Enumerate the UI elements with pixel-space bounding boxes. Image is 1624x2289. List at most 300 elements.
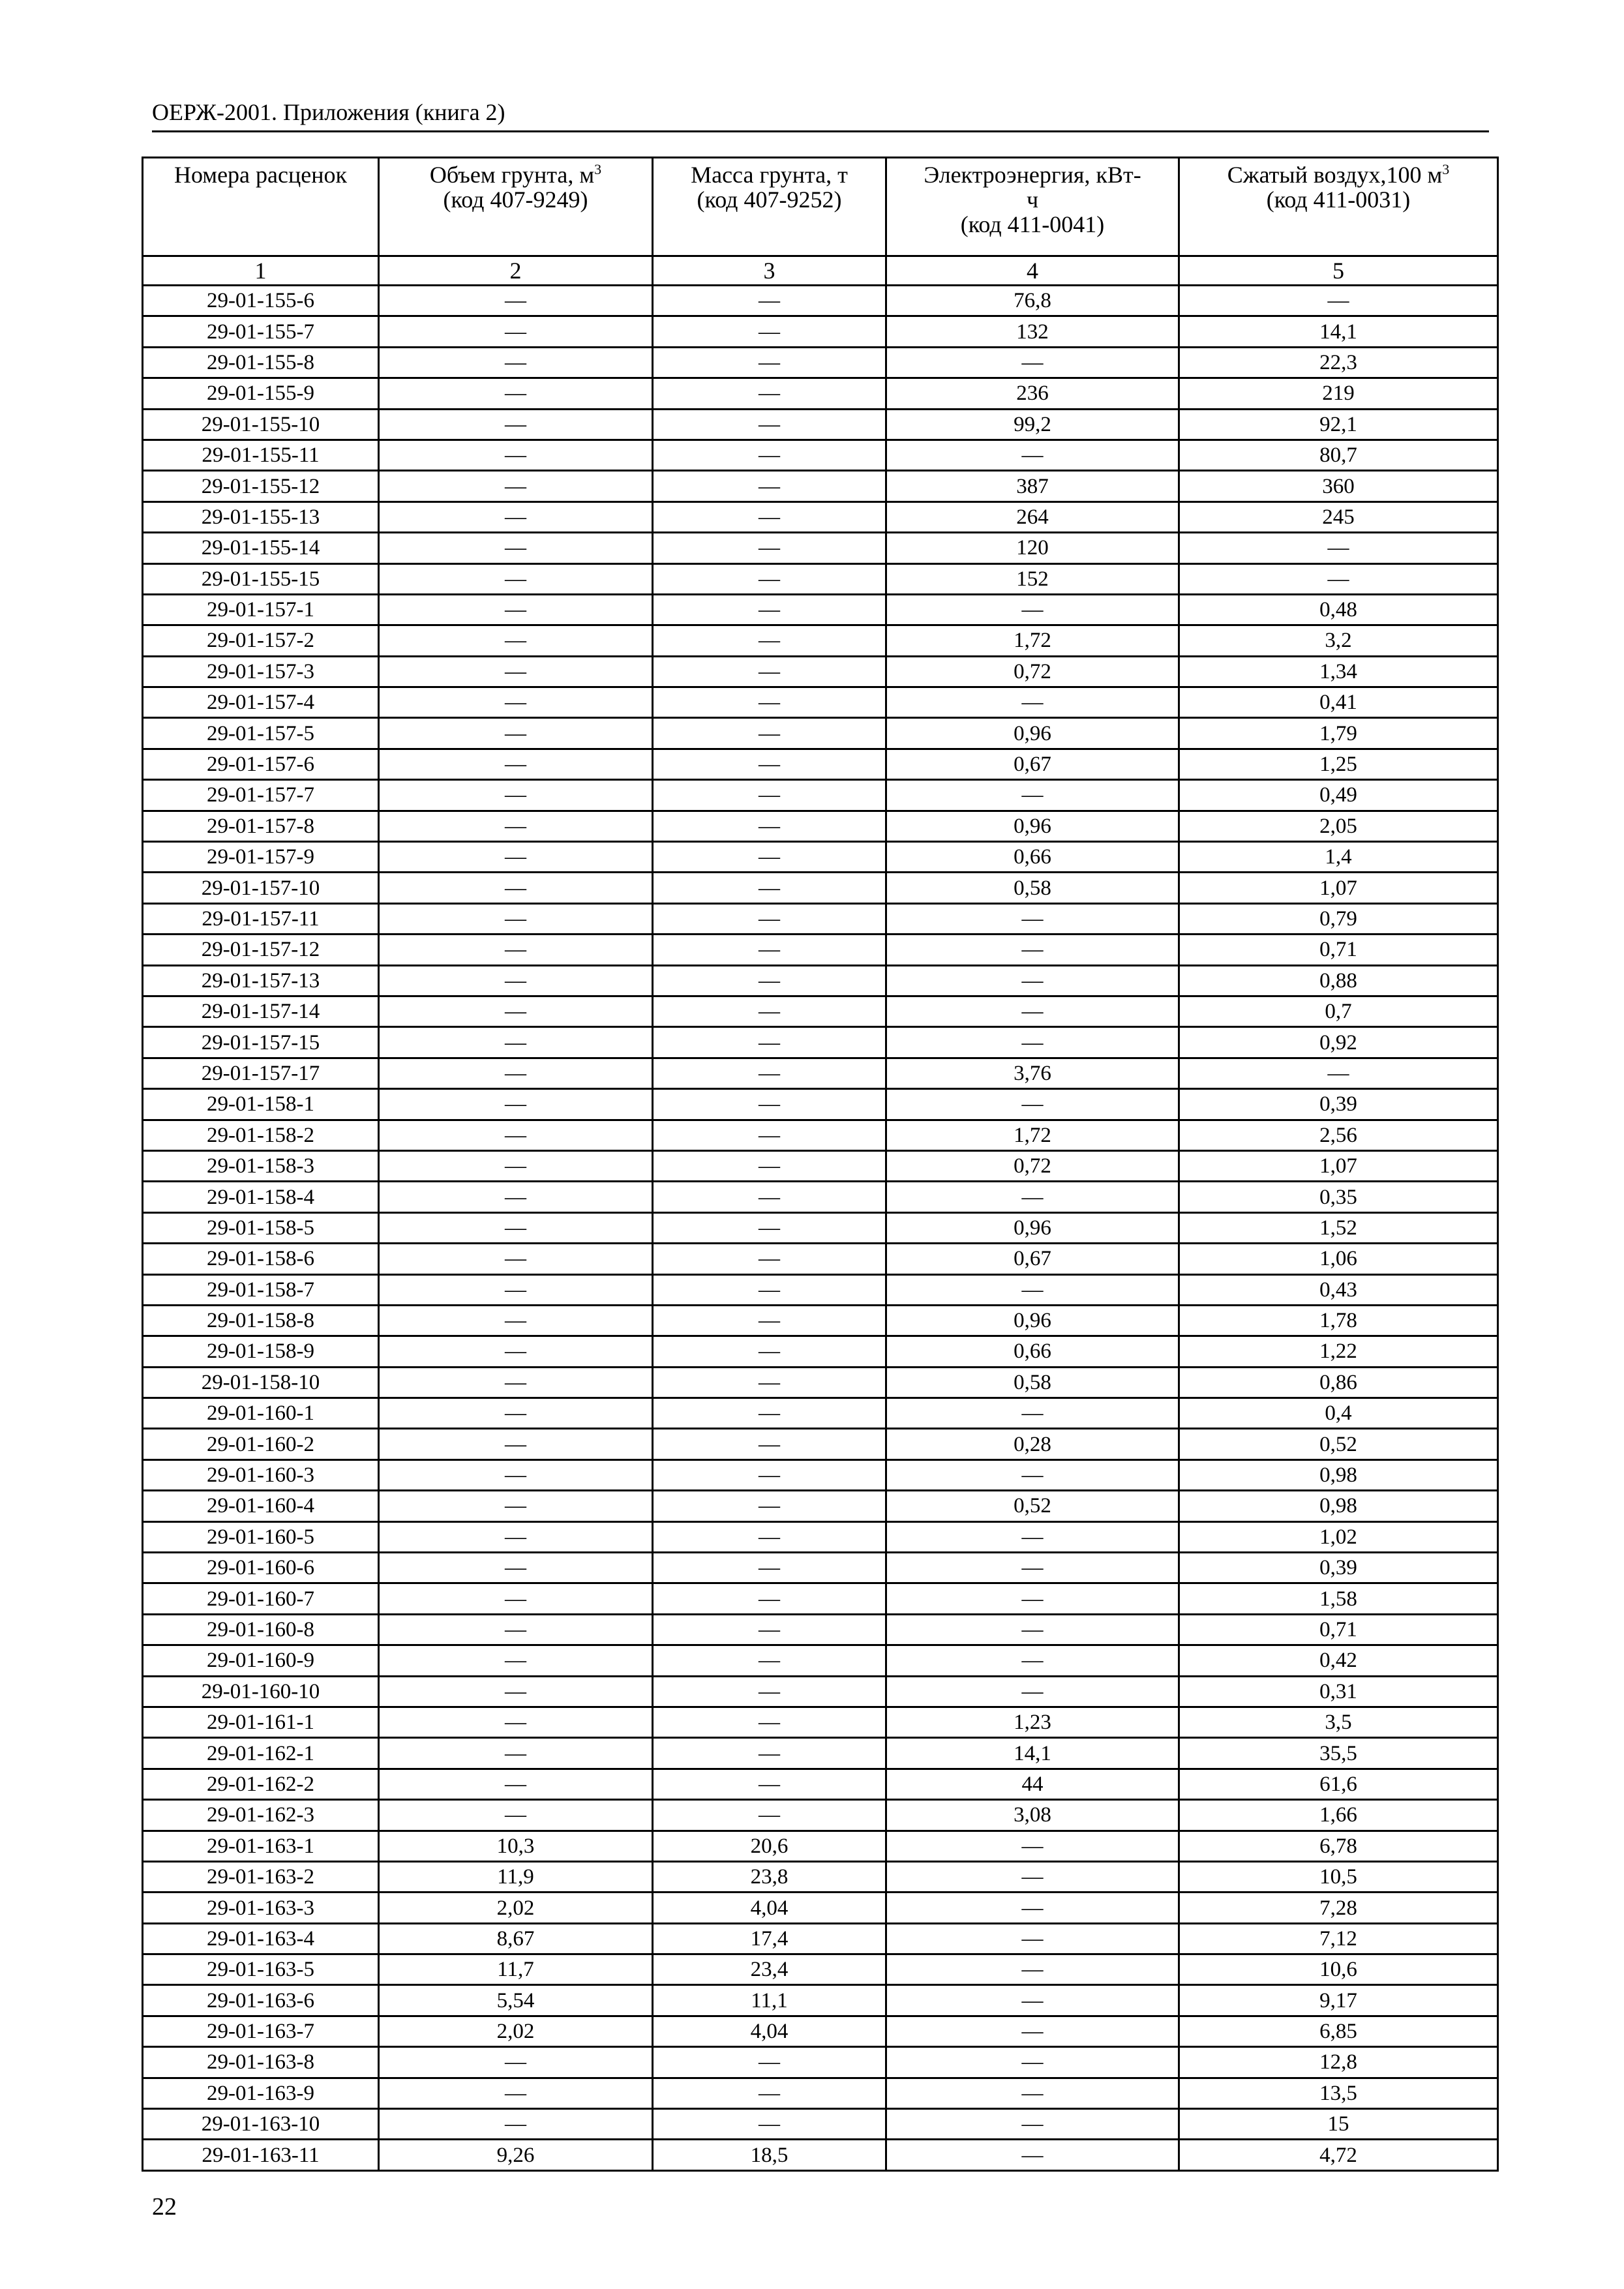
table-row <box>143 1212 1498 1243</box>
table-row <box>143 2078 1498 2108</box>
table-cell: — <box>653 749 886 779</box>
table-row <box>143 1491 1498 1521</box>
table-cell: — <box>379 656 653 687</box>
column-header-code: (код 411-0041) <box>960 211 1105 237</box>
table-cell: 29-01-160-5 <box>143 1521 379 1552</box>
table-row <box>143 1089 1498 1120</box>
table-cell: 1,4 <box>1179 842 1498 873</box>
table-cell: 29-01-163-11 <box>143 2140 379 2170</box>
table-cell: 29-01-157-13 <box>143 965 379 996</box>
table-cell: 1,79 <box>1179 718 1498 749</box>
table-cell: 1,25 <box>1179 749 1498 779</box>
table-cell: — <box>379 996 653 1026</box>
table-cell: — <box>886 1274 1179 1305</box>
table-cell: 9,17 <box>1179 1985 1498 2016</box>
table-cell: — <box>653 2109 886 2140</box>
table-cell: 29-01-160-10 <box>143 1676 379 1707</box>
table-cell: — <box>653 1058 886 1088</box>
column-number: 5 <box>1179 256 1498 286</box>
table-cell: 12,8 <box>1179 2047 1498 2078</box>
column-header-text: Номера расценок <box>173 162 347 188</box>
table-cell: 0,71 <box>1179 935 1498 965</box>
table-cell: — <box>379 1120 653 1150</box>
table-row <box>143 1676 1498 1707</box>
table-cell: 29-01-155-15 <box>143 563 379 594</box>
table-cell: — <box>379 1491 653 1521</box>
table-cell: 0,28 <box>886 1429 1179 1459</box>
table-row <box>143 935 1498 965</box>
table-row <box>143 1120 1498 1150</box>
table-cell: — <box>653 563 886 594</box>
table-cell: — <box>379 873 653 903</box>
table-cell: 3,2 <box>1179 625 1498 656</box>
table-cell: — <box>379 471 653 501</box>
table-cell: 2,02 <box>379 2016 653 2046</box>
table-cell: 29-01-155-14 <box>143 533 379 563</box>
rates-table <box>142 157 1499 2172</box>
table-cell: 0,98 <box>1179 1491 1498 1521</box>
table-row <box>143 1521 1498 1552</box>
table-cell: 4,04 <box>653 1893 886 1923</box>
table-cell: 29-01-163-5 <box>143 1954 379 1985</box>
table-cell: 6,78 <box>1179 1831 1498 1861</box>
table-cell: 13,5 <box>1179 2078 1498 2108</box>
table-cell: 11,1 <box>653 1985 886 2016</box>
table-cell: 1,07 <box>1179 873 1498 903</box>
table-cell: 29-01-158-1 <box>143 1089 379 1120</box>
table-cell: 29-01-157-5 <box>143 718 379 749</box>
table-cell: 80,7 <box>1179 440 1498 470</box>
table-cell: — <box>653 409 886 440</box>
table-cell: 99,2 <box>886 409 1179 440</box>
table-cell: — <box>653 286 886 316</box>
table-cell: 29-01-155-11 <box>143 440 379 470</box>
table-cell: 29-01-160-1 <box>143 1398 379 1429</box>
table-cell: 387 <box>886 471 1179 501</box>
table-cell: 11,9 <box>379 1861 653 1892</box>
table-cell: — <box>379 563 653 594</box>
table-cell: 29-01-157-3 <box>143 656 379 687</box>
table-cell: 29-01-160-6 <box>143 1553 379 1583</box>
table-cell: 360 <box>1179 471 1498 501</box>
table-cell: — <box>653 1676 886 1707</box>
table-cell: 29-01-163-1 <box>143 1831 379 1861</box>
table-cell: 76,8 <box>886 286 1179 316</box>
table-cell: — <box>379 1738 653 1769</box>
table-cell: — <box>653 1150 886 1181</box>
table-row <box>143 1336 1498 1367</box>
table-cell: — <box>379 378 653 409</box>
table-cell: 0,41 <box>1179 687 1498 718</box>
table-cell: 0,72 <box>886 656 1179 687</box>
table-row <box>143 1274 1498 1305</box>
table-row <box>143 873 1498 903</box>
table-cell: — <box>653 1614 886 1645</box>
table-cell: — <box>653 316 886 347</box>
table-cell: — <box>653 718 886 749</box>
table-cell: 29-01-162-2 <box>143 1769 379 1799</box>
table-cell: 44 <box>886 1769 1179 1799</box>
table-cell: — <box>653 1182 886 1212</box>
table-cell: 0,71 <box>1179 1614 1498 1645</box>
table-cell: — <box>653 1398 886 1429</box>
column-header-compressed-air <box>1179 158 1498 256</box>
table-cell: 1,23 <box>886 1707 1179 1737</box>
table-cell: 29-01-160-9 <box>143 1645 379 1676</box>
table-cell: 0,67 <box>886 749 1179 779</box>
table-cell: — <box>653 1707 886 1737</box>
table-cell: — <box>886 1954 1179 1985</box>
table-cell: — <box>379 1367 653 1398</box>
table-cell: 0,88 <box>1179 965 1498 996</box>
table-row <box>143 347 1498 378</box>
table-cell: 29-01-158-4 <box>143 1182 379 1212</box>
table-cell: 5,54 <box>379 1985 653 2016</box>
column-header-text: Сжатый воздух,100 м <box>1227 162 1443 188</box>
table-cell: 29-01-158-8 <box>143 1305 379 1336</box>
table-cell: 0,48 <box>1179 594 1498 625</box>
table-row <box>143 2109 1498 2140</box>
table-cell: — <box>886 996 1179 1026</box>
table-row <box>143 965 1498 996</box>
table-cell: 29-01-158-10 <box>143 1367 379 1398</box>
table-cell: 29-01-155-9 <box>143 378 379 409</box>
table-cell: — <box>886 780 1179 811</box>
table-cell: — <box>886 440 1179 470</box>
table-cell: 0,96 <box>886 1305 1179 1336</box>
table-cell: 29-01-163-9 <box>143 2078 379 2108</box>
table-cell: — <box>653 780 886 811</box>
table-cell: — <box>886 1676 1179 1707</box>
table-cell: 29-01-157-7 <box>143 780 379 811</box>
table-row <box>143 378 1498 409</box>
table-cell: 0,42 <box>1179 1645 1498 1676</box>
table-cell: 10,3 <box>379 1831 653 1861</box>
table-cell: 0,66 <box>886 1336 1179 1367</box>
table-cell: — <box>653 1583 886 1614</box>
superscript: 3 <box>1442 161 1450 177</box>
table-cell: 0,86 <box>1179 1367 1498 1398</box>
table-cell: — <box>653 687 886 718</box>
table-row <box>143 409 1498 440</box>
table-row <box>143 1583 1498 1614</box>
table-cell: 3,08 <box>886 1800 1179 1831</box>
table-cell: 0,58 <box>886 1367 1179 1398</box>
table-row <box>143 1244 1498 1274</box>
table-cell: 0,52 <box>886 1491 1179 1521</box>
table-cell: — <box>379 780 653 811</box>
table-cell: 18,5 <box>653 2140 886 2170</box>
table-cell: 2,05 <box>1179 811 1498 841</box>
table-cell: 29-01-155-10 <box>143 409 379 440</box>
table-cell: — <box>379 1182 653 1212</box>
table-cell: 1,72 <box>886 1120 1179 1150</box>
table-cell: — <box>1179 286 1498 316</box>
table-cell: 29-01-158-9 <box>143 1336 379 1367</box>
column-header-soil-volume <box>379 158 653 256</box>
table-cell: 29-01-160-2 <box>143 1429 379 1459</box>
table-cell: — <box>653 1521 886 1552</box>
table-cell: 4,72 <box>1179 2140 1498 2170</box>
table-cell: 29-01-160-8 <box>143 1614 379 1645</box>
table-cell: — <box>379 1800 653 1831</box>
table-cell: — <box>653 935 886 965</box>
table-cell: — <box>886 935 1179 965</box>
table-cell: — <box>379 594 653 625</box>
table-cell: — <box>379 965 653 996</box>
table-cell: 29-01-155-6 <box>143 286 379 316</box>
table-cell: 1,72 <box>886 625 1179 656</box>
table-cell: 29-01-161-1 <box>143 1707 379 1737</box>
table-row <box>143 286 1498 316</box>
table-row <box>143 563 1498 594</box>
table-header-row <box>143 158 1498 256</box>
table-cell: 0,92 <box>1179 1027 1498 1058</box>
table-cell: 0,39 <box>1179 1089 1498 1120</box>
table-cell: 29-01-160-3 <box>143 1459 379 1490</box>
table-row <box>143 749 1498 779</box>
table-row <box>143 842 1498 873</box>
table-cell: — <box>653 1120 886 1150</box>
table-cell: — <box>379 409 653 440</box>
running-header: ОЕРЖ-2001. Приложения (книга 2) <box>152 98 1489 132</box>
table-cell: 4,04 <box>653 2016 886 2046</box>
table-cell: — <box>653 842 886 873</box>
table-cell: — <box>886 1553 1179 1583</box>
table-cell: — <box>379 286 653 316</box>
table-cell: 29-01-163-8 <box>143 2047 379 2078</box>
table-cell: — <box>886 1923 1179 1954</box>
table-cell: 29-01-163-3 <box>143 1893 379 1923</box>
table-cell: — <box>379 1645 653 1676</box>
table-cell: 264 <box>886 501 1179 532</box>
table-cell: — <box>653 1336 886 1367</box>
table-cell: 3,76 <box>886 1058 1179 1088</box>
table-row <box>143 1150 1498 1181</box>
table-cell: — <box>379 347 653 378</box>
table-row <box>143 625 1498 656</box>
table-row <box>143 1923 1498 1954</box>
table-cell: 29-01-157-11 <box>143 903 379 934</box>
table-cell: — <box>653 1212 886 1243</box>
table-cell: 29-01-157-12 <box>143 935 379 965</box>
table-cell: 22,3 <box>1179 347 1498 378</box>
table-cell: — <box>886 2016 1179 2046</box>
table-cell: 7,28 <box>1179 1893 1498 1923</box>
table-row <box>143 687 1498 718</box>
table-cell: — <box>379 935 653 965</box>
table-row <box>143 1769 1498 1799</box>
table-cell: — <box>653 1769 886 1799</box>
table-row <box>143 1553 1498 1583</box>
table-cell: 29-01-160-7 <box>143 1583 379 1614</box>
table-cell: — <box>379 1212 653 1243</box>
table-cell: 20,6 <box>653 1831 886 1861</box>
table-cell: — <box>653 1800 886 1831</box>
table-cell: 0,52 <box>1179 1429 1498 1459</box>
table-cell: 29-01-163-2 <box>143 1861 379 1892</box>
table-cell: 29-01-155-8 <box>143 347 379 378</box>
table-row <box>143 1738 1498 1769</box>
table-cell: — <box>379 2047 653 2078</box>
table-cell: — <box>886 1089 1179 1120</box>
table-row <box>143 718 1498 749</box>
table-cell: 120 <box>886 533 1179 563</box>
table-cell: 29-01-157-15 <box>143 1027 379 1058</box>
table-cell: — <box>886 1583 1179 1614</box>
table-cell: 1,58 <box>1179 1583 1498 1614</box>
table-cell: — <box>379 1769 653 1799</box>
table-cell: — <box>886 1831 1179 1861</box>
table-cell: 0,98 <box>1179 1459 1498 1490</box>
column-number-row <box>143 256 1498 286</box>
table-cell: — <box>379 842 653 873</box>
table-cell: — <box>379 1305 653 1336</box>
column-header-text: Электроэнергия, кВт- <box>924 162 1141 188</box>
table-cell: 29-01-163-6 <box>143 1985 379 2016</box>
table-cell: — <box>653 1305 886 1336</box>
table-cell: 29-01-157-8 <box>143 811 379 841</box>
table-cell: 0,31 <box>1179 1676 1498 1707</box>
table-cell: 61,6 <box>1179 1769 1498 1799</box>
table-row <box>143 594 1498 625</box>
table-cell: — <box>653 471 886 501</box>
table-cell: — <box>379 1274 653 1305</box>
table-cell: 0,67 <box>886 1244 1179 1274</box>
table-cell: 14,1 <box>886 1738 1179 1769</box>
table-cell: 1,06 <box>1179 1244 1498 1274</box>
table-cell: 29-01-157-17 <box>143 1058 379 1088</box>
table-cell: — <box>653 2047 886 2078</box>
table-cell: — <box>379 903 653 934</box>
table-cell: 29-01-160-4 <box>143 1491 379 1521</box>
table-cell: — <box>1179 563 1498 594</box>
table-cell: 29-01-157-14 <box>143 996 379 1026</box>
column-header-text-cont: ч <box>1026 187 1039 213</box>
table-row <box>143 2047 1498 2078</box>
table-cell: 245 <box>1179 501 1498 532</box>
table-cell: — <box>653 1429 886 1459</box>
table-row <box>143 903 1498 934</box>
table-row <box>143 1800 1498 1831</box>
table-cell: — <box>379 440 653 470</box>
table-cell: — <box>379 1521 653 1552</box>
table-cell: 29-01-157-10 <box>143 873 379 903</box>
table-cell: 0,7 <box>1179 996 1498 1026</box>
table-cell: — <box>653 1274 886 1305</box>
table-cell: 29-01-158-2 <box>143 1120 379 1150</box>
table-cell: — <box>379 687 653 718</box>
table-cell: — <box>653 594 886 625</box>
table-cell: 0,35 <box>1179 1182 1498 1212</box>
table-cell: 2,02 <box>379 1893 653 1923</box>
table-cell: — <box>653 501 886 532</box>
table-cell: — <box>653 440 886 470</box>
table-cell: 23,4 <box>653 1954 886 1985</box>
table-cell: — <box>653 1089 886 1120</box>
table-row <box>143 1831 1498 1861</box>
table-cell: 132 <box>886 316 1179 347</box>
table-cell: 29-01-155-13 <box>143 501 379 532</box>
table-cell: 0,43 <box>1179 1274 1498 1305</box>
table-cell: — <box>653 1244 886 1274</box>
table-cell: — <box>886 687 1179 718</box>
column-number: 4 <box>886 256 1179 286</box>
table-cell: — <box>653 625 886 656</box>
table-cell: — <box>379 1707 653 1737</box>
table-cell: 29-01-158-3 <box>143 1150 379 1181</box>
column-header-electricity <box>886 158 1179 256</box>
table-cell: — <box>886 1521 1179 1552</box>
table-cell: — <box>653 811 886 841</box>
table-cell: — <box>653 1027 886 1058</box>
table-cell: — <box>379 718 653 749</box>
table-cell: 0,66 <box>886 842 1179 873</box>
table-cell: — <box>653 1553 886 1583</box>
table-row <box>143 1027 1498 1058</box>
table-cell: 3,5 <box>1179 1707 1498 1737</box>
table-cell: — <box>653 903 886 934</box>
table-cell: — <box>886 965 1179 996</box>
table-cell: 6,85 <box>1179 2016 1498 2046</box>
table-cell: — <box>379 1336 653 1367</box>
table-cell: 1,66 <box>1179 1800 1498 1831</box>
table-cell: — <box>886 2140 1179 2170</box>
table-cell: — <box>886 1614 1179 1645</box>
table-row <box>143 2016 1498 2046</box>
table-cell: — <box>653 378 886 409</box>
table-cell: — <box>886 1893 1179 1923</box>
table-row <box>143 811 1498 841</box>
column-header-soil-mass <box>653 158 886 256</box>
table-cell: 29-01-157-2 <box>143 625 379 656</box>
table-cell: 0,39 <box>1179 1553 1498 1583</box>
table-row <box>143 1305 1498 1336</box>
table-cell: 2,56 <box>1179 1120 1498 1150</box>
column-header-code: (код 411-0031) <box>1266 187 1411 213</box>
table-cell: — <box>886 1182 1179 1212</box>
table-cell: — <box>379 1089 653 1120</box>
table-cell: — <box>379 2109 653 2140</box>
table-row <box>143 1893 1498 1923</box>
table-cell: 29-01-157-4 <box>143 687 379 718</box>
table-cell: — <box>886 1861 1179 1892</box>
table-cell: 35,5 <box>1179 1738 1498 1769</box>
table-cell: 7,12 <box>1179 1923 1498 1954</box>
table-cell: 0,58 <box>886 873 1179 903</box>
table-cell: 29-01-158-6 <box>143 1244 379 1274</box>
column-header-code: (код 407-9249) <box>443 187 588 213</box>
column-header-text: Масса грунта, т <box>691 162 848 188</box>
table-cell: 0,96 <box>886 718 1179 749</box>
table-cell: — <box>653 1645 886 1676</box>
table-cell: — <box>379 1027 653 1058</box>
table-cell: 92,1 <box>1179 409 1498 440</box>
table-cell: 0,96 <box>886 1212 1179 1243</box>
table-cell: 29-01-162-3 <box>143 1800 379 1831</box>
table-row <box>143 1429 1498 1459</box>
page-number: 22 <box>152 2193 177 2221</box>
table-cell: — <box>379 625 653 656</box>
table-row <box>143 1459 1498 1490</box>
table-cell: 236 <box>886 378 1179 409</box>
table-cell: 29-01-163-10 <box>143 2109 379 2140</box>
table-cell: — <box>653 996 886 1026</box>
table-row <box>143 996 1498 1026</box>
table-row <box>143 656 1498 687</box>
table-body <box>143 286 1498 2171</box>
table-row <box>143 533 1498 563</box>
